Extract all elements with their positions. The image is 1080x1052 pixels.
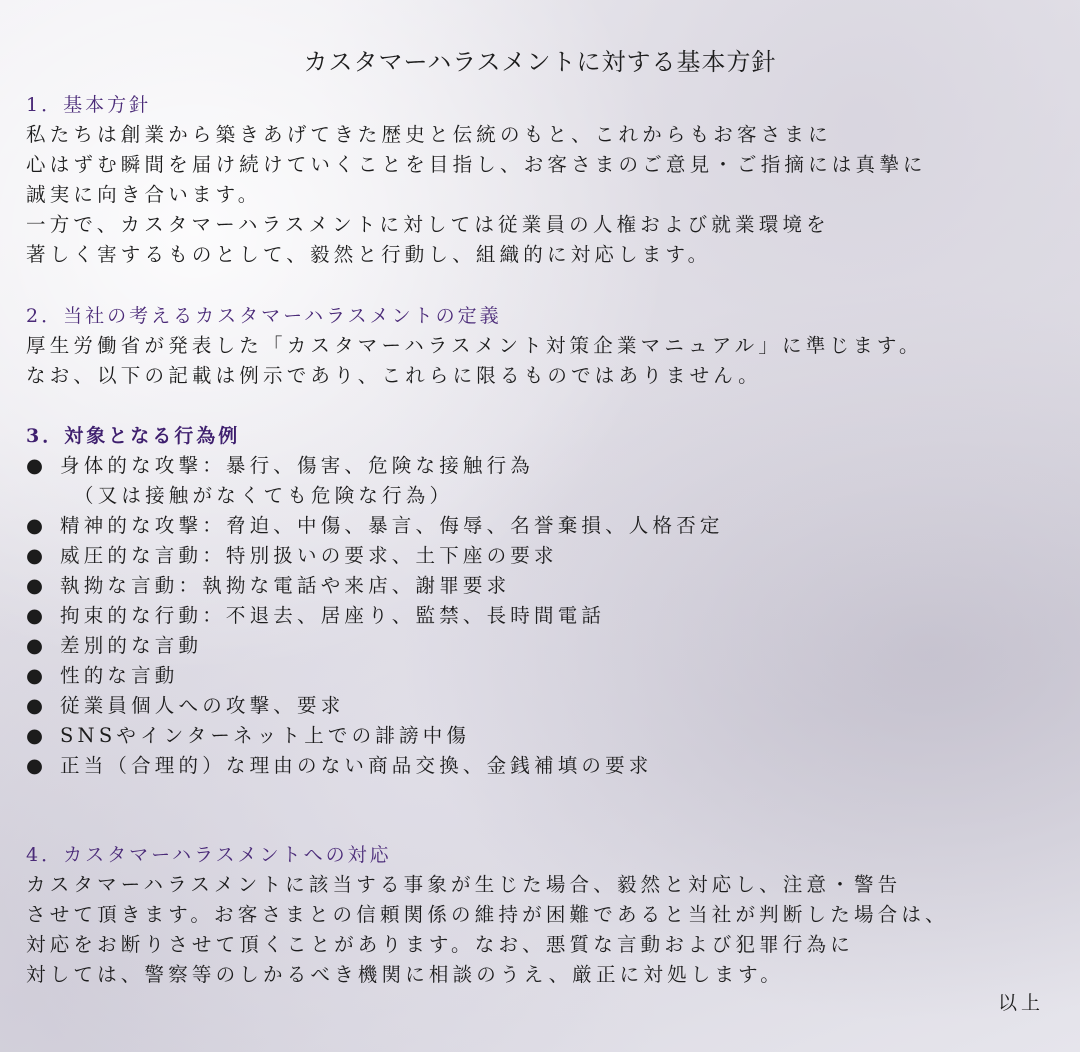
bullet-icon: ●	[26, 574, 48, 597]
bullet-icon: ●	[26, 544, 48, 567]
section-heading: 1．基本方針	[26, 94, 152, 116]
bullet-icon: ●	[26, 694, 48, 717]
bullet-icon: ●	[26, 454, 48, 477]
paragraph-line: 厚生労働省が発表した「カスタマーハラスメント対策企業マニュアル」に準じます。	[26, 334, 923, 357]
bullet-icon: ●	[26, 634, 48, 657]
paragraph-line: 著しく害するものとして、毅然と行動し、組織的に対応します。	[26, 243, 712, 266]
section-definition	[26, 301, 1056, 391]
page-title: カスタマーハラスメントに対する基本方針	[303, 48, 777, 76]
list-item: ● 威圧的な言動：特別扱いの要求、土下座の要求	[26, 541, 1056, 571]
bullet-icon: ●	[26, 604, 48, 627]
section-examples	[26, 421, 1056, 781]
paragraph-line: 私たちは創業から築きあげてきた歴史と伝統のもと、これからもお客さまに	[26, 123, 832, 146]
paragraph-line: 対しては、警察等のしかるべき機関に相談のうえ、厳正に対処します。	[26, 963, 785, 986]
list-item: ● 差別的な言動	[26, 631, 1056, 661]
list-item: ● 正当（合理的）な理由のない商品交換、金銭補填の要求	[26, 751, 1056, 781]
paragraph-line: 一方で、カスタマーハラスメントに対しては従業員の人権および就業環境を	[26, 213, 830, 236]
list-item: ● 執拗な言動：執拗な電話や来店、謝罪要求	[26, 571, 1056, 601]
bullet-icon: ●	[26, 724, 48, 747]
bullet-icon: ●	[26, 664, 48, 687]
paragraph-line: 対応をお断りさせて頂くことがあります。なお、悪質な言動および犯罪行為に	[26, 933, 854, 956]
list-item: ● 精神的な攻撃：脅迫、中傷、暴言、侮辱、名誉棄損、人格否定	[26, 511, 1056, 541]
section-basic-policy	[26, 90, 1056, 270]
list-item: ● 身体的な攻撃：暴行、傷害、危険な接触行為	[26, 451, 1056, 481]
paragraph-line: 誠実に向き合います。	[26, 183, 262, 206]
section-heading: 4．カスタマーハラスメントへの対応	[26, 844, 392, 866]
list-item: ● 拘束的な行動：不退去、居座り、監禁、長時間電話	[26, 601, 1056, 631]
paragraph-line: させて頂きます。お客さまとの信頼関係の維持が困難であると当社が判断した場合は、	[26, 903, 949, 926]
bullet-icon: ●	[26, 754, 48, 777]
paragraph-line: カスタマーハラスメントに該当する事象が生じた場合、毅然と対応し、注意・警告	[26, 873, 902, 896]
section-response	[26, 840, 1056, 990]
list-item: ● 従業員個人への攻撃、要求	[26, 691, 1056, 721]
section-heading: 2．当社の考えるカスタマーハラスメントの定義	[26, 305, 502, 327]
list-item: ● 性的な言動	[26, 661, 1056, 691]
bullet-icon: ●	[26, 514, 48, 537]
paragraph-line: なお、以下の記載は例示であり、これらに限るものではありません。	[26, 364, 762, 387]
list-item: ● SNSやインターネット上での誹謗中傷	[26, 721, 1056, 751]
paragraph-line: 心はずむ瞬間を届け続けていくことを目指し、お客さまのご意見・ご指摘には真摯に	[26, 153, 927, 176]
list-item-continuation: （又は接触がなくても危険な行為）	[74, 484, 454, 507]
section-heading: 3．対象となる行為例	[26, 425, 241, 447]
closing-mark: 以上	[997, 992, 1044, 1014]
